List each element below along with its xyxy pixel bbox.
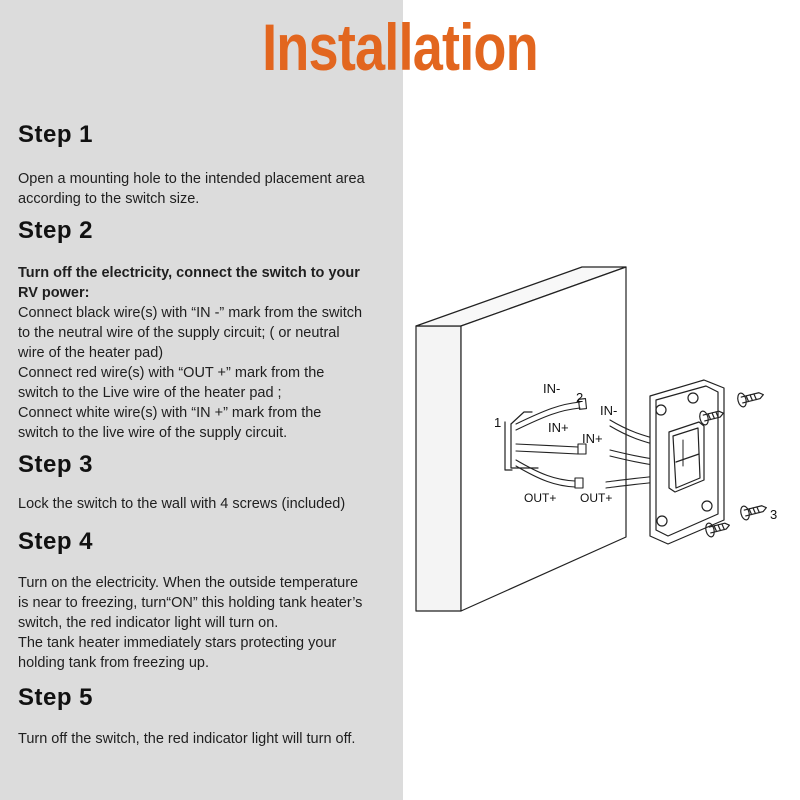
- step-bold-line: Turn off the electricity, connect the switch to your: [18, 265, 360, 281]
- step-text-line: Open a mounting hole to the intended placement area: [18, 171, 365, 187]
- step-text-line: The tank heater immediately stars protecting your: [18, 635, 337, 651]
- step-5: [18, 686, 402, 749]
- step-text-line: switch to the Live wire of the heater pad ;: [18, 385, 282, 401]
- label-out-plus-left: OUT+: [524, 491, 557, 505]
- label-in-minus-left: IN-: [543, 381, 561, 396]
- step-text-line: Connect black wire(s) with “IN -” mark from the switch: [18, 305, 363, 321]
- step-heading: Step 4: [18, 528, 94, 555]
- step-2: [18, 219, 402, 443]
- label-out-plus-right: OUT+: [580, 491, 613, 505]
- step-heading: Step 3: [18, 451, 94, 478]
- step-text-line: switch to the live wire of the supply circuit.: [18, 425, 288, 441]
- step-heading: Step 5: [18, 684, 94, 711]
- step-text-line: is near to freezing, turn“ON” this holding tank heater’s: [18, 595, 363, 611]
- installation-diagram: [403, 240, 800, 640]
- step-text-line: Connect white wire(s) with “IN +” mark from the: [18, 405, 322, 421]
- label-in-plus-left: IN+: [548, 420, 569, 435]
- step-text-line: Lock the switch to the wall with 4 screws (included): [18, 496, 346, 512]
- step-text-line: Connect red wire(s) with “OUT +” mark from the: [18, 365, 325, 381]
- callout-3: 3: [770, 507, 778, 522]
- step-4: [18, 530, 402, 673]
- callout-2: 2: [576, 390, 584, 405]
- step-text-line: switch, the red indicator light will turn on.: [18, 615, 279, 631]
- switch-plate: [650, 380, 724, 544]
- page-title: Installation: [262, 10, 538, 84]
- step-text-line: to the neutral wire of the supply circuit; ( or neutral: [18, 325, 340, 341]
- step-bold-line: RV power:: [18, 285, 90, 301]
- step-text-line: Turn on the electricity. When the outside temperature: [18, 575, 359, 591]
- step-text-line: Turn off the switch, the red indicator light will turn off.: [18, 731, 356, 747]
- callout-1: 1: [494, 415, 502, 430]
- step-text-line: according to the switch size.: [18, 191, 200, 207]
- step-heading: Step 2: [18, 217, 94, 244]
- step-3: [18, 453, 402, 514]
- step-text-line: wire of the heater pad): [18, 345, 164, 361]
- step-1: [18, 123, 402, 209]
- label-in-minus-right: IN-: [600, 403, 618, 418]
- step-heading: Step 1: [18, 121, 94, 148]
- label-in-plus-right: IN+: [582, 431, 603, 446]
- step-text-line: holding tank from freezing up.: [18, 655, 210, 671]
